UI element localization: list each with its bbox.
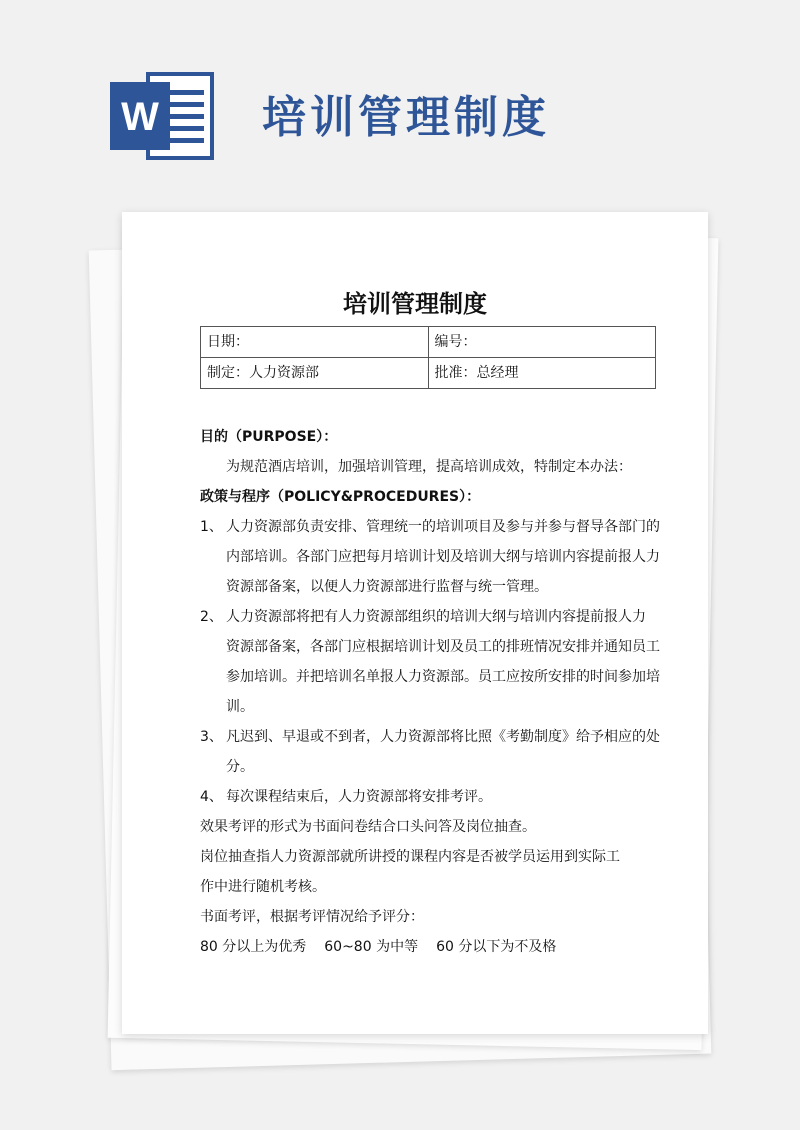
document-title: 培训管理制度 [343,290,487,318]
grades-line [200,932,670,962]
sub-line: 岗位抽查指人力资源部就所讲授的课程内容是否被学员运用到实际工 [200,849,620,865]
grade-fail: 60 分以下为不及格 [436,939,557,955]
item-line: 资源部备案，各部门应根据培训计划及员工的排班情况安排并通知员工 [226,639,660,655]
approved-by-cell: 批准：总经理 [428,358,656,389]
item-line: 每次课程结束后，人力资源部将安排考评。 [226,789,492,805]
word-document-icon [110,72,214,160]
grade-excellent: 80 分以上为优秀 [200,939,307,955]
word-icon-letter: W [121,95,159,139]
list-item [200,602,670,722]
purpose-text: 为规范酒店培训，加强培训管理，提高培训成效，特制定本办法： [226,459,632,475]
item-number: 3、 [200,729,223,745]
item-number: 4、 [200,789,223,805]
item-number: 1、 [200,519,223,535]
item-line: 人力资源部负责安排、管理统一的培训项目及参与并参与督导各部门的 [226,519,660,535]
sub-line: 效果考评的形式为书面问卷结合口头问答及岗位抽查。 [200,819,536,835]
banner-header [0,0,800,200]
item-line: 资源部备案，以便人力资源部进行监督与统一管理。 [226,579,548,595]
item-line: 内部培训。各部门应把每月培训计划及培训大纲与培训内容提前报人力 [226,549,660,565]
item-line: 分。 [226,759,254,775]
list-item [200,512,670,602]
policy-heading: 政策与程序（POLICY&PROCEDURES）： [200,489,481,505]
purpose-heading: 目的（PURPOSE）： [200,429,338,445]
item-line: 凡迟到、早退或不到者，人力资源部将比照《考勤制度》给予相应的处 [226,729,660,745]
document-body [200,422,670,962]
grade-medium: 60~80 为中等 [324,939,419,955]
info-row [201,327,656,358]
date-cell: 日期： [201,327,429,358]
document-page [122,212,708,1034]
list-item [200,782,670,812]
sub-line: 书面考评，根据考评情况给予评分： [200,909,424,925]
list-item [200,722,670,782]
number-cell: 编号： [428,327,656,358]
item-number: 2、 [200,609,223,625]
info-table [200,326,656,389]
made-by-cell: 制定：人力资源部 [201,358,429,389]
item-line: 人力资源部将把有人力资源部组织的培训大纲与培训内容提前报人力 [226,609,646,625]
item-line: 训。 [226,699,254,715]
item-line: 参加培训。并把培训名单报人力资源部。员工应按所安排的时间参加培 [226,669,660,685]
banner-title: 培训管理制度 [262,92,550,143]
info-row [201,358,656,389]
sub-line: 作中进行随机考核。 [200,879,326,895]
